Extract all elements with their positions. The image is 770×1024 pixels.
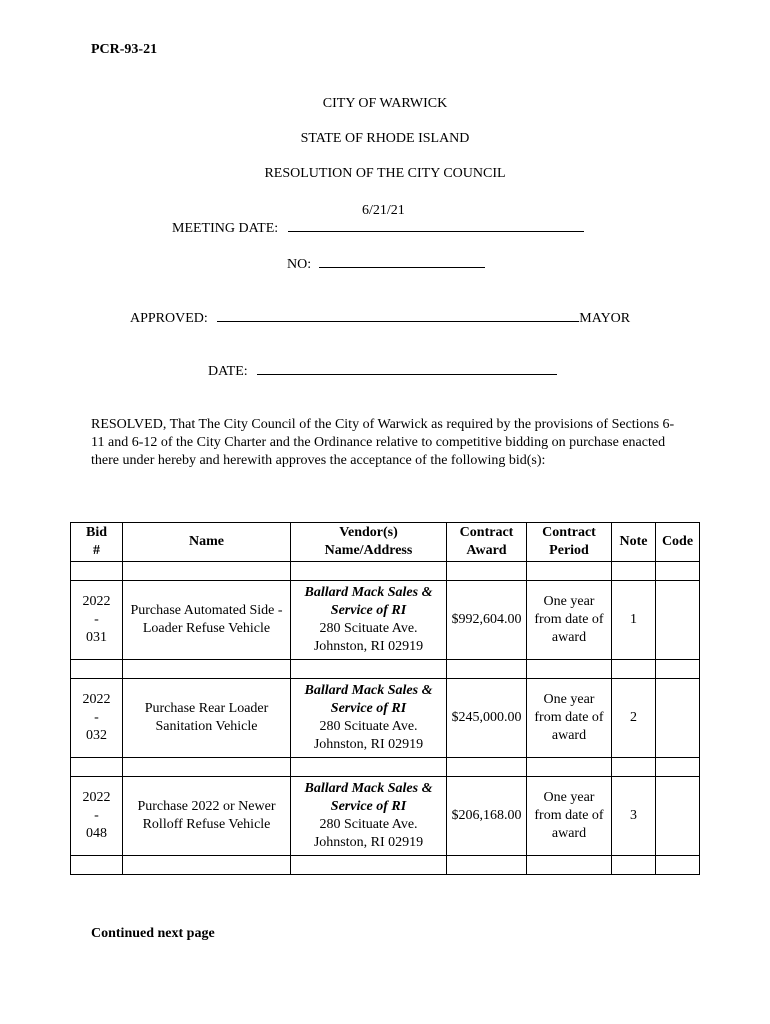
bid-name-cell: Purchase Automated Side - Loader Refuse Vehicle — [123, 581, 291, 660]
date-row — [208, 364, 557, 380]
date-line — [257, 373, 557, 375]
note-cell: 3 — [612, 777, 656, 856]
meeting-date-line — [288, 230, 584, 232]
code-cell — [656, 777, 700, 856]
code-cell — [656, 679, 700, 758]
mayor-label: MAYOR — [579, 311, 631, 326]
state-name: STATE OF RHODE ISLAND — [300, 131, 470, 146]
period-cell: One year from date of award — [527, 581, 612, 660]
vendor-cell: Ballard Mack Sales & Service of RI 280 Scituate Ave. Johnston, RI 02919 — [291, 581, 447, 660]
continued-note: Continued next page — [91, 926, 215, 941]
document-id: PCR-93-21 — [91, 42, 158, 57]
resolution-text: RESOLVED, That The City Council of the City of Warwick as required by the provisions of Sections 6-11 and 6-12 of the City Charter and the Ordinance relative to competitive bidding on purchase enacted there under hereby and herewith approves the acceptance of the following bid(s): — [91, 417, 675, 468]
meeting-date-row — [172, 221, 584, 237]
award-cell: $206,168.00 — [447, 777, 527, 856]
header-period: Contract Period — [527, 523, 612, 562]
meeting-date-value: 6/21/21 — [362, 203, 405, 218]
period-cell: One year from date of award — [527, 679, 612, 758]
header-vendor: Vendor(s) Name/Address — [291, 523, 447, 562]
header-code: Code — [656, 523, 700, 562]
vendor-cell: Ballard Mack Sales & Service of RI 280 Scituate Ave. Johnston, RI 02919 — [291, 777, 447, 856]
approved-row — [130, 311, 630, 327]
bids-table — [70, 522, 700, 875]
bid-number-cell: 2022 - 032 — [71, 679, 123, 758]
spacer-row — [71, 660, 700, 679]
vendor-cell: Ballard Mack Sales & Service of RI 280 Scituate Ave. Johnston, RI 02919 — [291, 679, 447, 758]
period-cell: One year from date of award — [527, 777, 612, 856]
table-row — [71, 777, 700, 856]
number-line — [319, 266, 485, 268]
bid-number-cell: 2022 - 031 — [71, 581, 123, 660]
header-name: Name — [123, 523, 291, 562]
spacer-row — [71, 758, 700, 777]
award-cell: $992,604.00 — [447, 581, 527, 660]
table-header-row — [71, 523, 700, 562]
spacer-row — [71, 562, 700, 581]
bid-name-cell: Purchase Rear Loader Sanitation Vehicle — [123, 679, 291, 758]
spacer-row — [71, 856, 700, 875]
award-cell: $245,000.00 — [447, 679, 527, 758]
resolution-title: RESOLUTION OF THE CITY COUNCIL — [264, 166, 506, 181]
bid-number-cell: 2022 - 048 — [71, 777, 123, 856]
table-row — [71, 679, 700, 758]
note-cell: 2 — [612, 679, 656, 758]
header-bid: Bid # — [71, 523, 123, 562]
meeting-date-label: MEETING DATE: — [172, 221, 279, 236]
approved-label: APPROVED: — [130, 311, 208, 326]
bid-name-cell: Purchase 2022 or Newer Rolloff Refuse Vehicle — [123, 777, 291, 856]
approved-line — [217, 320, 579, 322]
header-award: Contract Award — [447, 523, 527, 562]
note-cell: 1 — [612, 581, 656, 660]
code-cell — [656, 581, 700, 660]
header-note: Note — [612, 523, 656, 562]
city-name: CITY OF WARWICK — [322, 96, 448, 111]
date-label: DATE: — [208, 364, 248, 379]
number-row — [287, 257, 485, 273]
table-row — [71, 581, 700, 660]
number-label: NO: — [287, 257, 312, 272]
